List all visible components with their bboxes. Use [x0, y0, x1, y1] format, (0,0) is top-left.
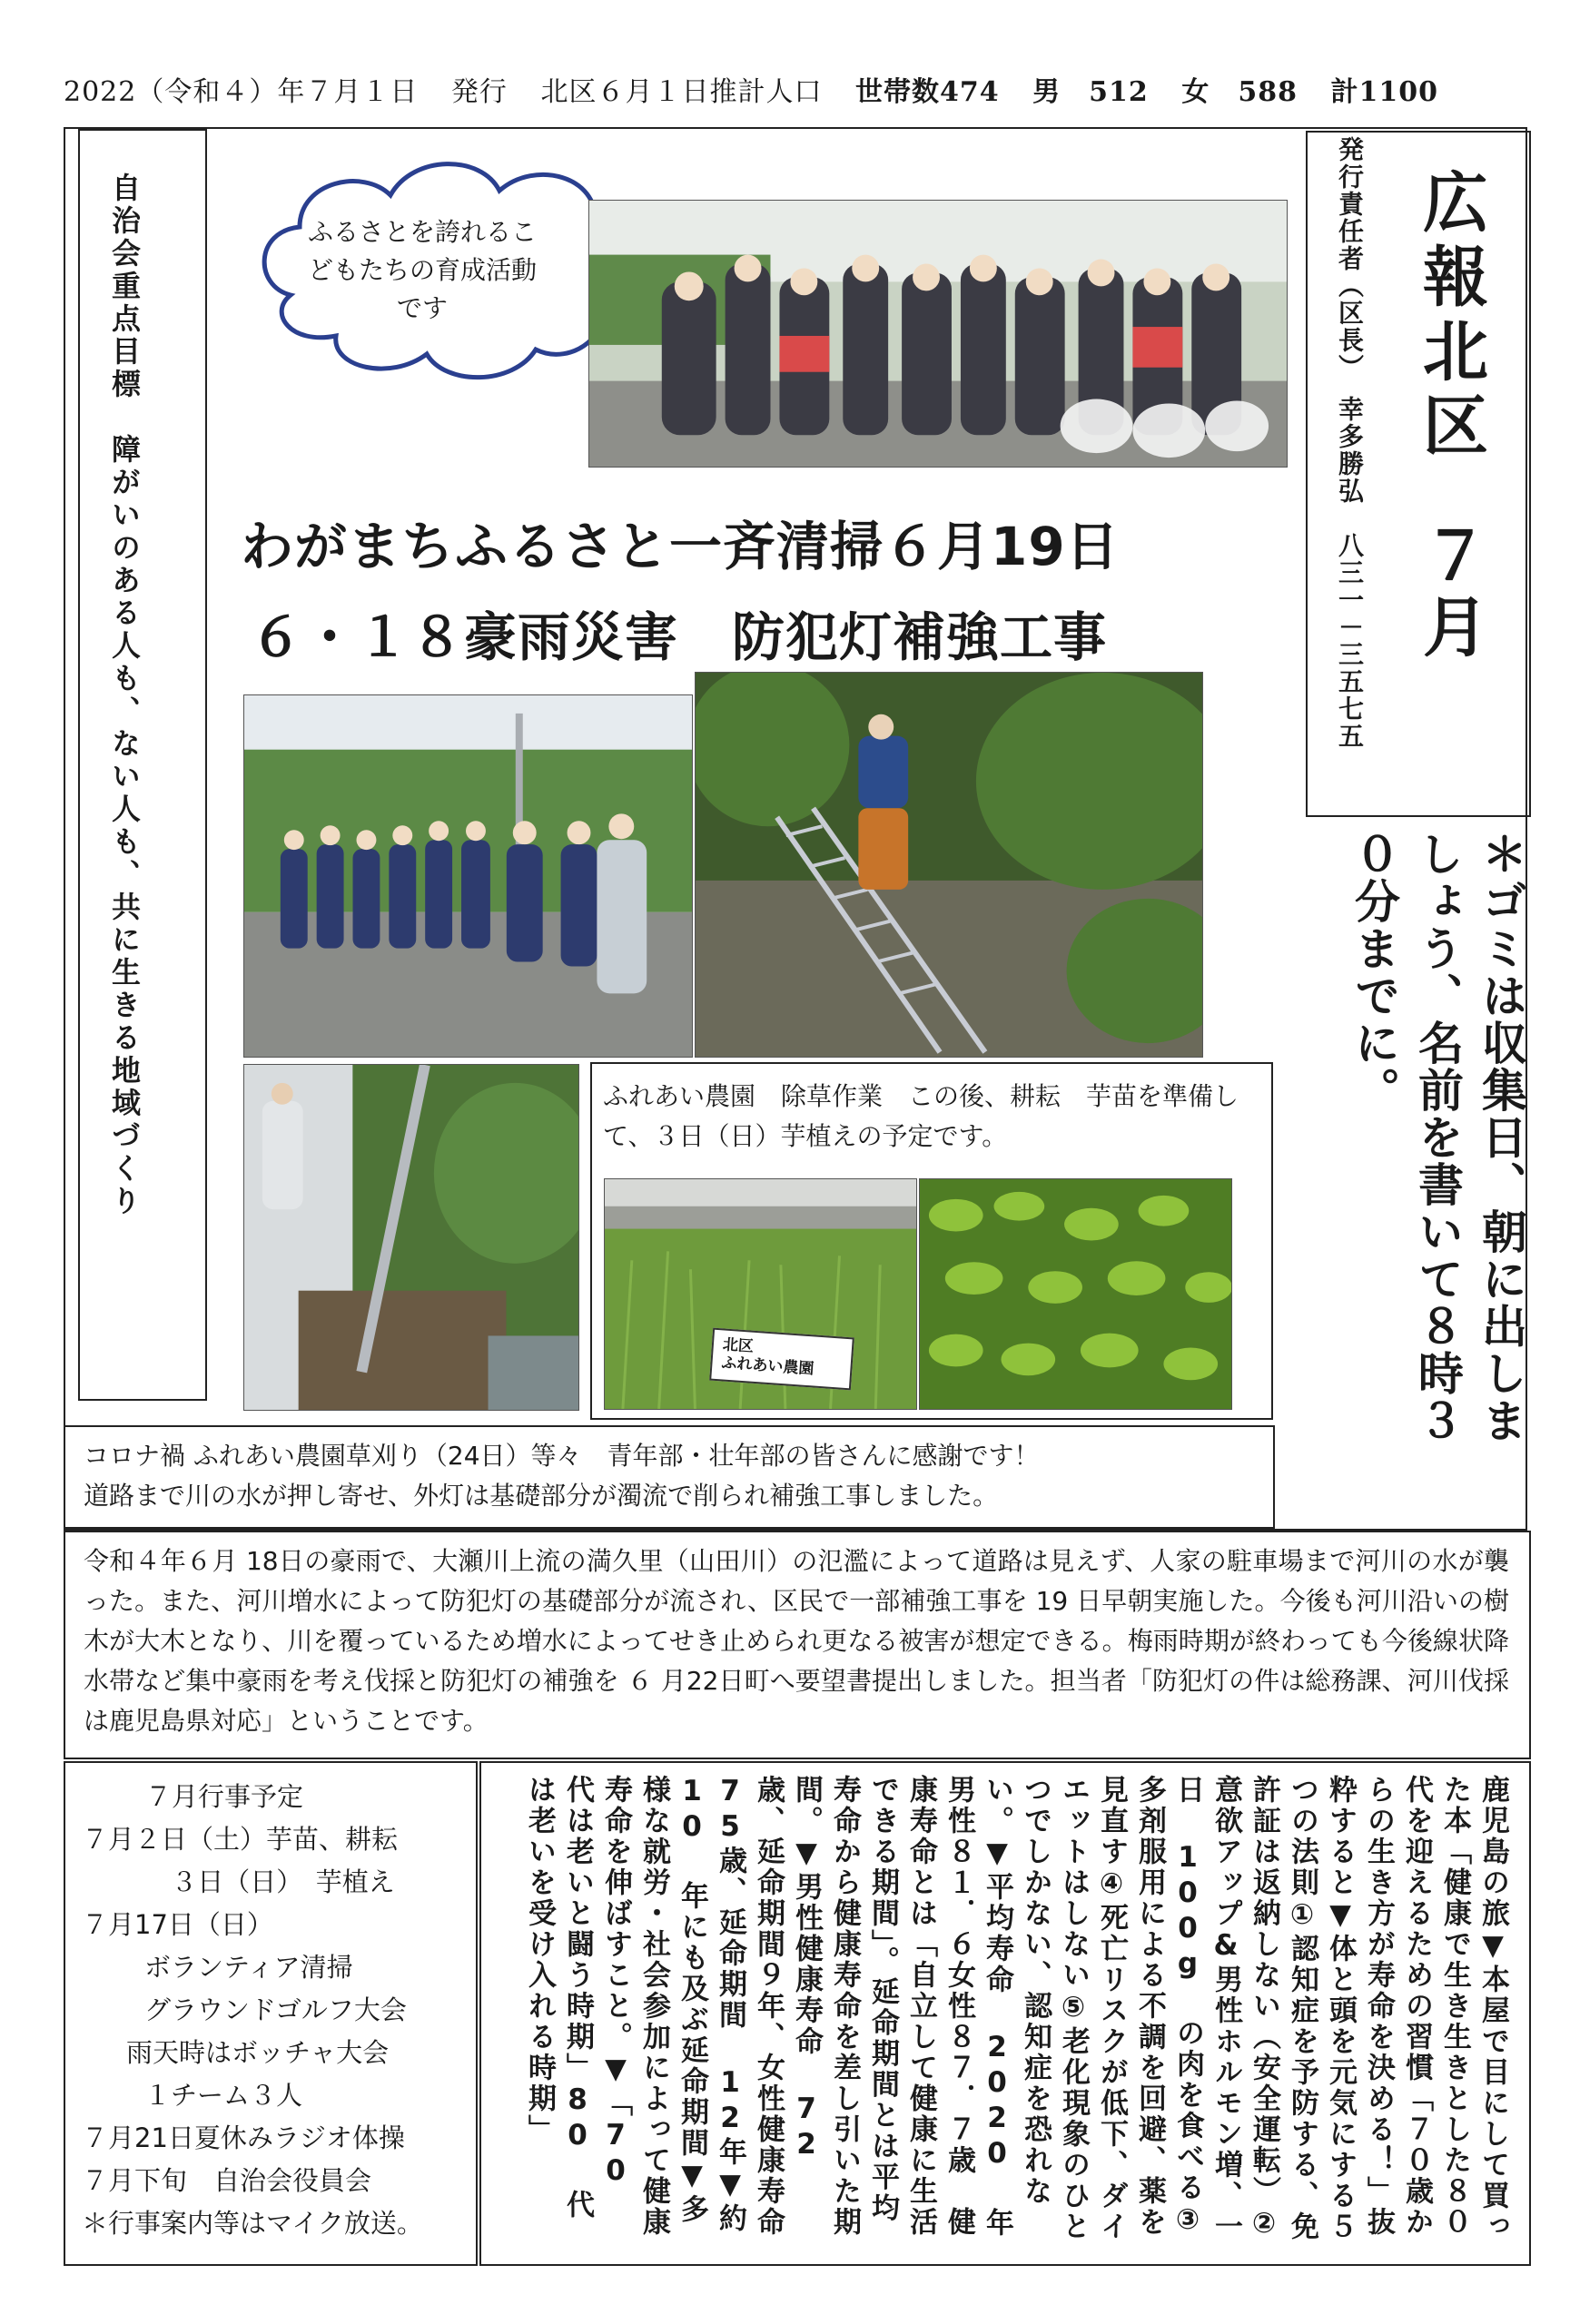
group-photo	[588, 200, 1288, 468]
issuer-label: 発行	[450, 76, 508, 108]
garbage-notice: ＊ゴミは収集日、朝に出しましょう、名前を書いて８時３０分までに。	[1348, 831, 1527, 1444]
event-item: ７月下旬 自治会役員会	[82, 2165, 372, 2196]
thanks-line-2: 道路まで川の水が押し寄せ、外灯は基礎部分が濁流で削られ補強工事しました。	[84, 1481, 999, 1511]
male-count: 男 512	[1032, 76, 1149, 108]
event-item: ＊行事案内等はマイク放送。	[82, 2208, 423, 2239]
lamp-pole-photo	[243, 1064, 579, 1411]
total-count: 計1100	[1330, 76, 1439, 108]
farm-sign	[709, 1328, 854, 1391]
headline-cleanup: わがまちふるさと一斉清掃６月19日	[241, 516, 1120, 577]
potato-seedlings-photo	[919, 1178, 1232, 1410]
headline-disaster: ６・１８豪雨災害 防犯灯補強工事	[250, 606, 1108, 668]
event-item: ３日（日） 芋植え	[136, 1866, 395, 1897]
ladder-repair-photo	[695, 672, 1203, 1058]
event-item: １チーム３人	[118, 2080, 303, 2111]
publisher-info: 発行責任者（区長） 幸多勝弘 八三一－三五七五	[1335, 136, 1365, 750]
events-list	[82, 1776, 472, 2245]
farm-sign-line1: 北区	[722, 1335, 755, 1356]
issue-header	[64, 69, 1516, 109]
event-item: ７月17日（日）	[82, 1909, 273, 1940]
issue-date: 2022（令和４）年７月１日	[64, 76, 419, 108]
issue-month: ７月	[1412, 522, 1488, 664]
event-item: グラウンドゴルフ大会	[118, 1994, 407, 2025]
events-title: ７月行事予定	[145, 1781, 304, 1812]
cleanup-crew-photo	[243, 694, 693, 1058]
thanks-line-1: コロナ禍 ふれあい農園草刈り（24日）等々 青年部・壮年部の皆さんに感謝です！	[84, 1441, 1040, 1471]
population-label: 北区６月１日推計人口	[540, 76, 823, 108]
health-column: 鹿児島の旅▼本屋で目にして買った本「健康で生き生きとした８０代を迎えるための習慣「７０歳からの生き方が寿命を決める！」抜粋すると▼体と頭を元気にする５つの法則①認知症を予防する、免許証は返納しない（安全運転）②意欲アップ&男性ホルモン増、一日 100g の肉を食べる③多剤服用による不調を回避、薬を見直す④死亡リスクが低下、ダイエットはしない⑤老化現象のひとつでしかない、認知症を恐れない。▼平均寿命 2020 年男性８１．６女性８７．７歳 健康寿命とは「自立して健康に生活できる期間」。延命期間とは平均寿命から健康寿命を差し引いた期間。▼男性健康寿命 72 歳、延命期間９年、女性健康寿命 75歳、延命期間 12年▼約10 年にも及ぶ延命期間▼多様な就労・社会参加によって健康寿命を伸ばすこと。▼「70 代は老いと闘う時期」80 代は老いを受け入れる時期」	[523, 1775, 1509, 2242]
farm-caption: ふれあい農園 除草作業 この後、耕耘 芋苗を準備して、３日（日）芋植えの予定です。	[603, 1081, 1239, 1151]
event-item: ボランティア清掃	[118, 1952, 353, 1983]
households-count: 世帯数474	[855, 76, 1000, 108]
event-item: ７月21日夏休みラジオ体操	[82, 2122, 405, 2153]
female-count: 女 588	[1181, 76, 1298, 108]
thanks-text	[84, 1436, 1264, 1516]
event-item: 雨天時はボッチャ大会	[100, 2037, 390, 2068]
farm-sign-line2: ふれあい農園	[720, 1354, 815, 1379]
newsletter-title: 広報北区	[1412, 168, 1488, 466]
cloud-text: ふるさとを誇れるこどもたちの育成活動です	[307, 217, 537, 323]
community-goal: 自治会重点目標 障がいのある人も、ない人も、共に生きる地域づくり	[107, 172, 142, 1218]
event-item: ７月２日（土）芋苗、耕耘	[82, 1824, 399, 1855]
disaster-report: 令和４年６月 18日の豪雨で、大瀬川上流の満久里（山田川）の氾濫によって道路は見えず、人家の駐車場まで河川の水が襲った。また、河川増水によって防犯灯の基礎部分が流され、区民で一部補強工事を 19 日早朝実施した。今後も河川沿いの樹木が大木となり、川を覆っているため増水によってせき止められ更なる被害が想定できる。梅雨時期が終わっても今後線状降水帯など集中豪雨を考え伐採と防犯灯の補強を ６ 月22日町へ要望書提出しました。担当者「防犯灯の件は総務課、河川伐採は鹿児島県対応」ということです。	[84, 1546, 1509, 1736]
